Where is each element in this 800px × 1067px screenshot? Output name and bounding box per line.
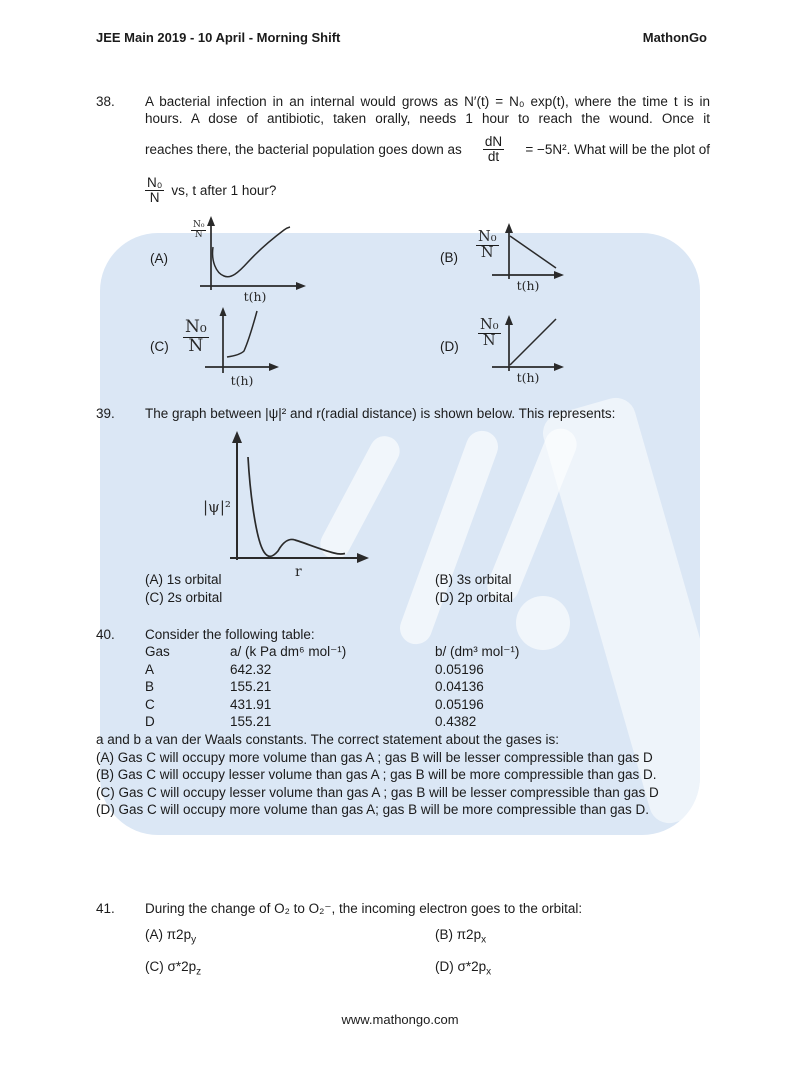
y-axis-label: $\frac{\text{N₀}}{N}$ bbox=[478, 229, 497, 262]
table-row: B 155.21 0.04136 bbox=[145, 679, 484, 695]
col-header-a: a/ (k Pa dm⁶ mol⁻¹) bbox=[230, 644, 347, 660]
question-text-line bbox=[145, 130, 710, 168]
x-axis-label: r bbox=[295, 564, 302, 580]
fraction-N0-N: $\frac{\text{N₀}}{N}$ bbox=[147, 174, 163, 205]
question-text-line: During the change of O₂ to O₂⁻, the incoming electron goes to the orbital: bbox=[145, 901, 583, 916]
option-c: (C) $\sigma*2p_z$ bbox=[145, 958, 202, 978]
option-b: (B) 3s orbital bbox=[435, 572, 512, 587]
graph-increasing-line bbox=[480, 312, 572, 388]
fraction-dN-dt: $\frac{dN}{dt}$ bbox=[484, 133, 503, 164]
option-c: (C) 2s orbital bbox=[145, 589, 223, 605]
option-c: (C) Gas C will occupy lesser volume than gas A ; gas B will be lesser compressible than gas D bbox=[96, 784, 659, 800]
question-text-segment: vs, t after 1 hour? bbox=[171, 182, 277, 198]
y-axis-label: $\frac{\text{N₀}}{N}$ bbox=[480, 317, 499, 350]
footer-url: www.mathongo.com bbox=[341, 1012, 459, 1027]
svg-text:t(h): t(h) bbox=[516, 278, 540, 293]
question-text-line bbox=[145, 171, 710, 209]
question-number: 39. bbox=[96, 406, 115, 421]
page-header bbox=[96, 30, 707, 45]
table-header-row bbox=[145, 643, 710, 660]
question-number: 40. bbox=[96, 627, 115, 642]
col-header-gas: Gas bbox=[145, 644, 170, 660]
option-graph-D bbox=[438, 312, 628, 392]
question-text-line: hours. A dose of antibiotic, taken orally, needs 1 hour to reach the wound. Once it bbox=[145, 111, 710, 127]
graph-u-curve bbox=[200, 215, 312, 307]
option-letter: (B) bbox=[440, 250, 458, 265]
option-letter: (C) bbox=[150, 339, 169, 354]
question-38 bbox=[96, 93, 710, 209]
brand-logo-text: MathonGo bbox=[642, 30, 707, 45]
option-d: (D) $\sigma*2p_x$ bbox=[435, 958, 492, 978]
option-b: (B) Gas C will occupy lesser volume than gas A ; gas B will be more compressible than gas D. bbox=[96, 767, 657, 783]
option-d: (D) 2p orbital bbox=[435, 589, 514, 605]
graph-radial-probability bbox=[195, 428, 380, 584]
question-41 bbox=[96, 900, 710, 917]
option-d: (D) Gas C will occupy more volume than gas A; gas B will be more compressible than gas D. bbox=[96, 802, 649, 818]
option-graph-C bbox=[148, 305, 338, 395]
question-text-line: The graph between |ψ|² and r(radial distance) is shown below. This represents: bbox=[145, 406, 616, 421]
psi-squared-graph bbox=[195, 428, 380, 587]
graph-flat-then-steep bbox=[203, 305, 289, 393]
document-title: JEE Main 2019 - 10 April - Morning Shift bbox=[96, 30, 341, 45]
table-row: C 431.91 0.05196 bbox=[145, 696, 484, 712]
question-41-options bbox=[145, 922, 625, 985]
y-axis-label: |ψ|² bbox=[203, 498, 231, 516]
option-a: (A) Gas C will occupy more volume than gas A ; gas B will be lesser compressible than gas D bbox=[96, 749, 653, 765]
option-graph-B bbox=[438, 220, 628, 300]
page-footer bbox=[0, 1012, 800, 1027]
question-text-segment: = −5N². What will be the plot of bbox=[525, 141, 710, 157]
svg-text:t(h): t(h) bbox=[243, 289, 267, 304]
question-text-segment: reaches there, the bacterial population goes down as bbox=[145, 141, 462, 157]
svg-text:t(h): t(h) bbox=[230, 373, 254, 388]
table-row: D 155.21 0.4382 bbox=[145, 714, 477, 730]
option-b: (B) $\pi 2p_x$ bbox=[435, 927, 487, 946]
question-39-options bbox=[145, 571, 625, 606]
watermark-stripe bbox=[395, 426, 502, 648]
svg-text:t(h): t(h) bbox=[516, 370, 540, 385]
question-number: 41. bbox=[96, 901, 115, 916]
option-a: (A) $\pi 2p_y$ bbox=[145, 927, 197, 946]
option-letter: (D) bbox=[440, 339, 459, 354]
question-note: a and b a van der Waals constants. The correct statement about the gases is: bbox=[96, 732, 560, 748]
question-number: 38. bbox=[96, 94, 115, 109]
question-39 bbox=[96, 405, 710, 422]
option-graph-A bbox=[148, 215, 338, 307]
option-letter: (A) bbox=[150, 251, 168, 266]
y-axis-label: $\frac{\text{N₀}}{N}$ bbox=[193, 220, 205, 241]
question-intro: Consider the following table: bbox=[145, 627, 315, 642]
option-a: (A) 1s orbital bbox=[145, 572, 222, 587]
question-text-line: A bacterial infection in an internal would grows as N′(t) = N₀ exp(t), where the time t is in bbox=[145, 94, 710, 109]
col-header-b: b/ (dm³ mol⁻¹) bbox=[435, 644, 520, 660]
question-40 bbox=[96, 626, 710, 818]
table-row: A 642.32 0.05196 bbox=[145, 661, 484, 677]
y-axis-label: $\frac{\text{N₀}}{N}$ bbox=[185, 317, 207, 356]
graph-decreasing-line bbox=[480, 220, 572, 296]
